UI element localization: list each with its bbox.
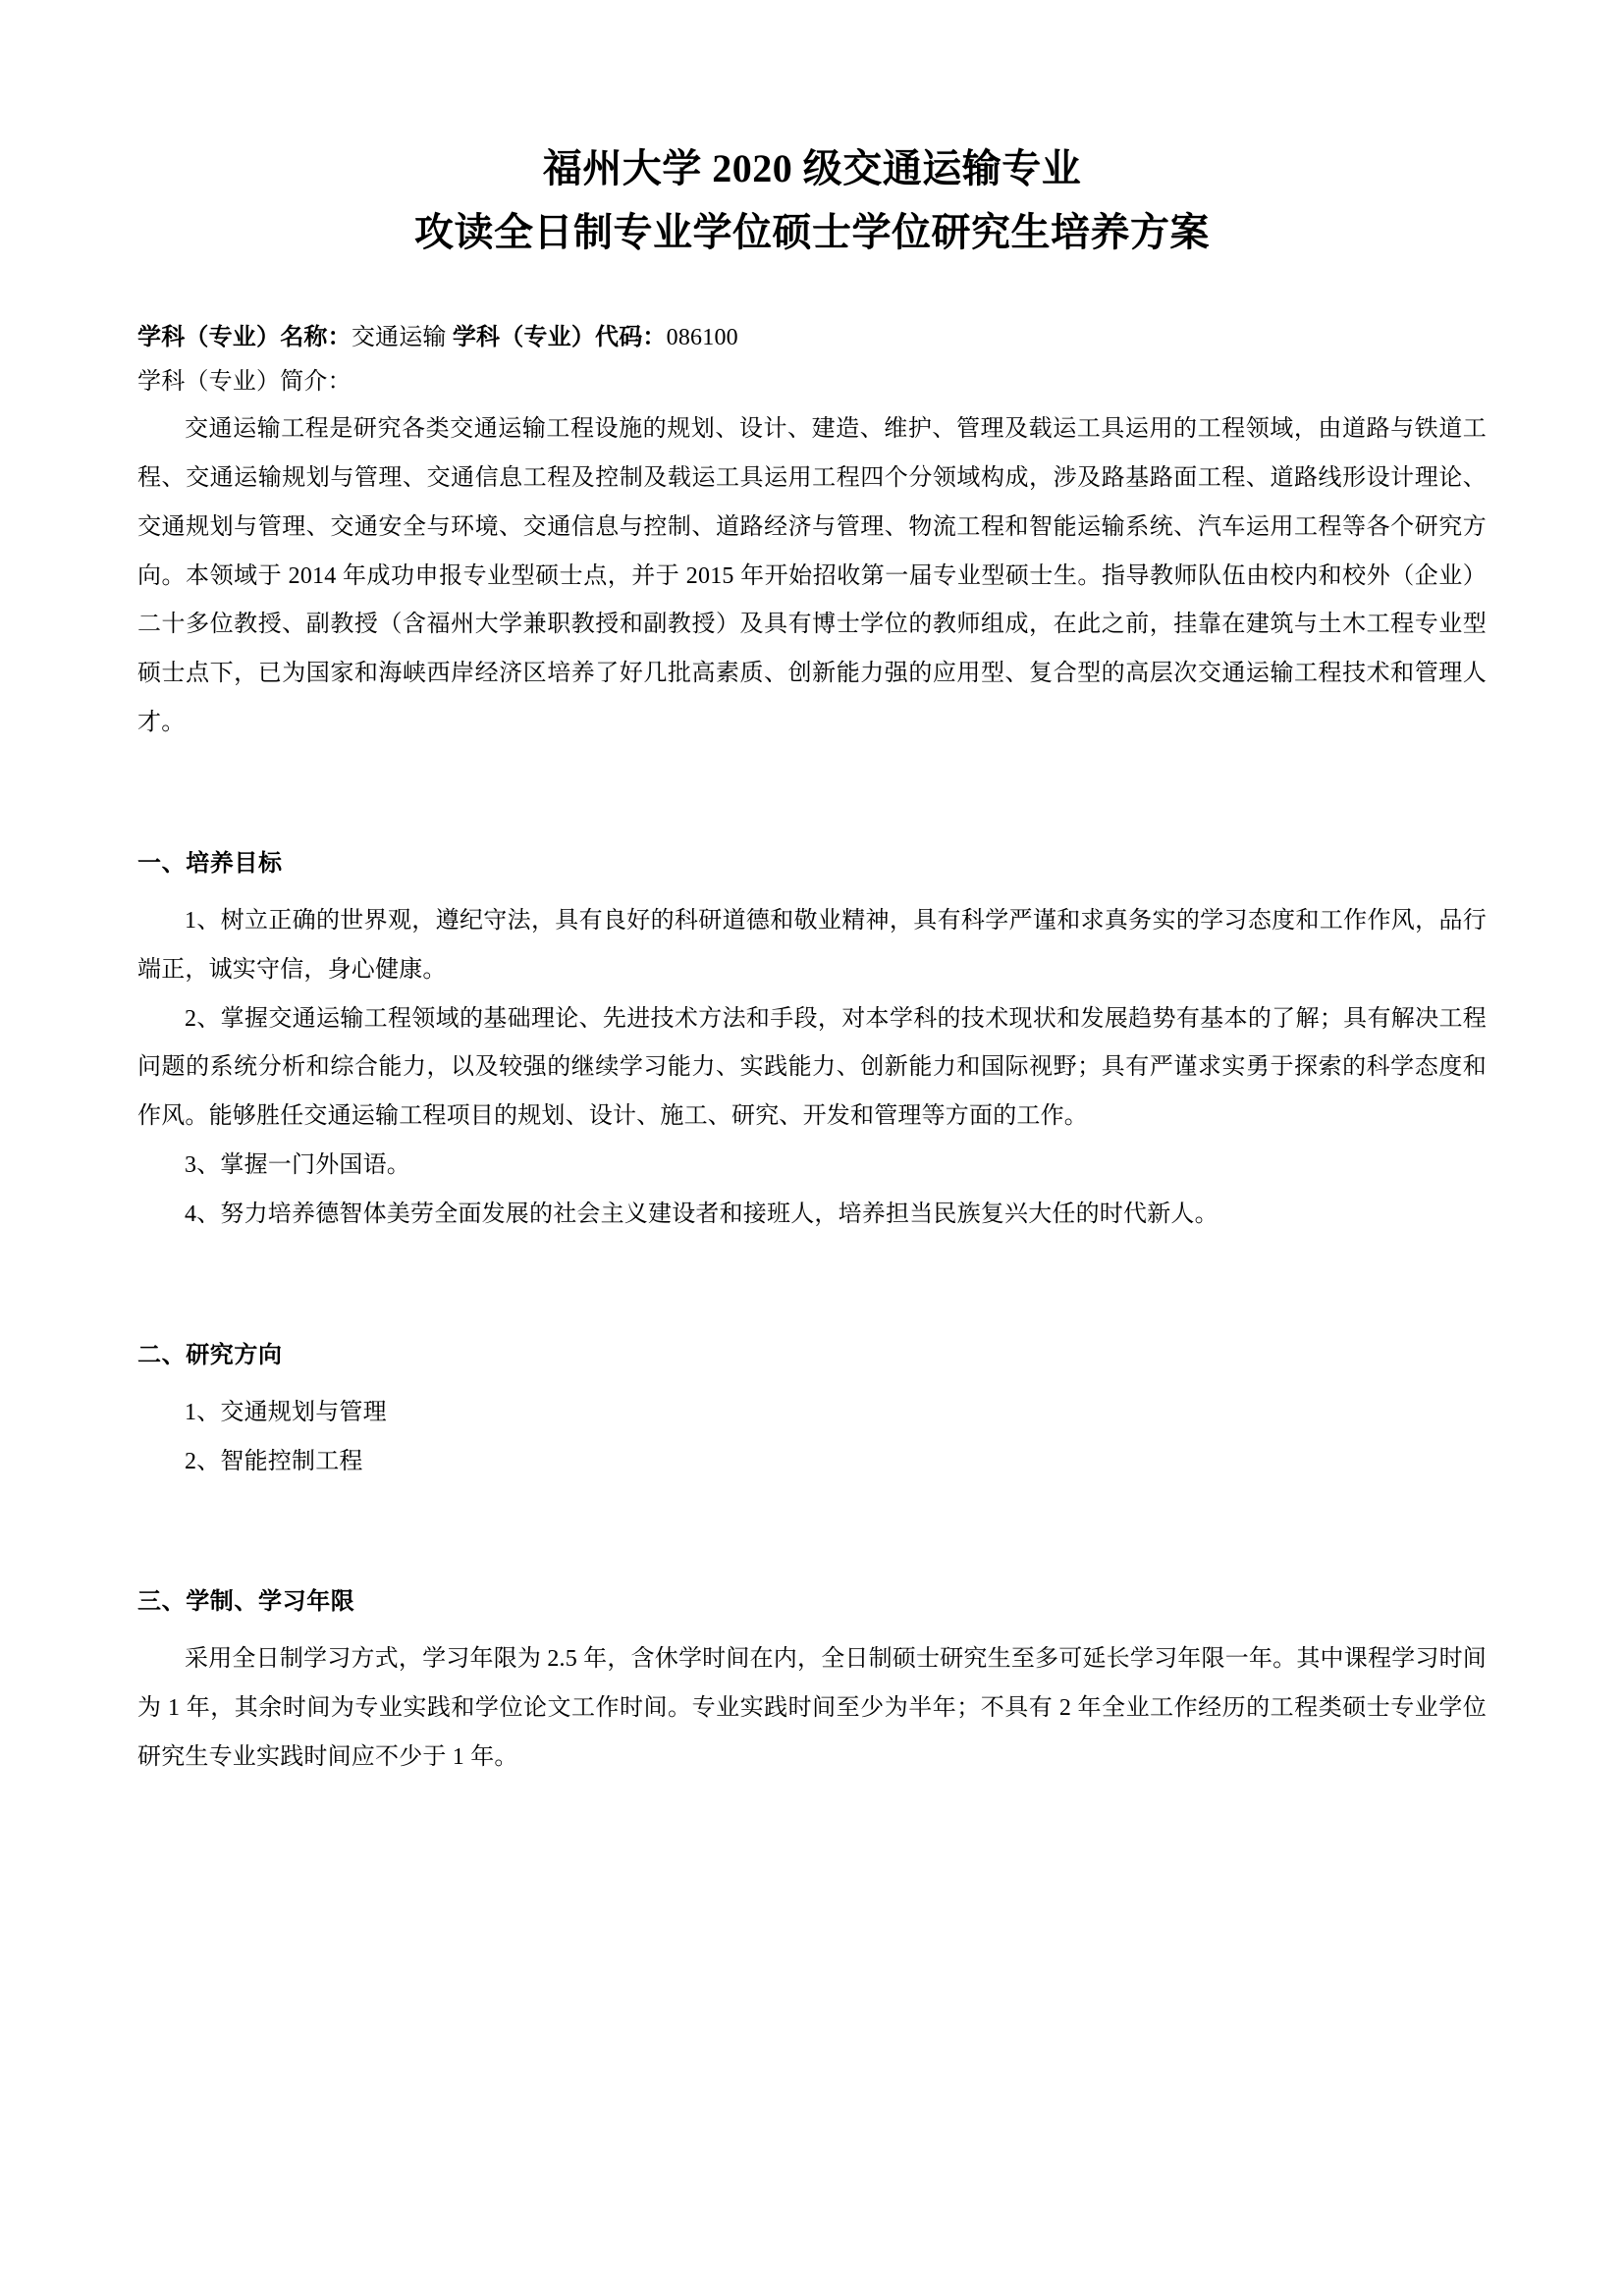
- page-title: [137, 137, 1487, 265]
- discipline-name-value: 交通运输: [351, 324, 447, 350]
- section-heading-training-objectives: 一、培养目标: [137, 851, 283, 878]
- objective-item-1: 1、树立正确的世界观，遵纪守法，具有良好的科研道德和敬业精神，具有科学严谨和求真务实的学习态度和工作作风，品行端正，诚实守信，身心健康。: [137, 907, 1487, 983]
- title-line-2: 攻读全日制专业学位硕士学位研究生培养方案: [414, 209, 1210, 254]
- title-line-1: 福州大学 2020 级交通运输专业: [542, 146, 1082, 190]
- section-spacer-2: [137, 1240, 1487, 1334]
- discipline-name-label: 学科（专业）名称：: [137, 324, 352, 350]
- heading-spacer-1: [137, 887, 1487, 897]
- duration-paragraph: 采用全日制学习方式，学习年限为 2.5 年，含休学时间在内，全日制硕士研究生至多可延长学习年限一年。其中课程学习时间为 1 年，其余时间为专业实践和学位论文工作时间。专业实践时间至少为半年；不具有 2 年全业工作经历的工程类硕士专业学位研究生专业实践时间应不少于 1 年。: [137, 1646, 1487, 1770]
- section-heading-research-directions: 二、研究方向: [137, 1343, 283, 1369]
- section-spacer-1: [137, 748, 1487, 842]
- title-spacer: [137, 265, 1487, 316]
- research-direction-item-1: 1、交通规划与管理: [185, 1399, 387, 1425]
- discipline-intro-paragraph: 交通运输工程是研究各类交通运输工程设施的规划、设计、建造、维护、管理及载运工具运用的工程领域，由道路与铁道工程、交通运输规划与管理、交通信息工程及控制及载运工具运用工程四个分领域构成，涉及路基路面工程、道路线形设计理论、交通规划与管理、交通安全与环境、交通信息与控制、道路经济与管理、物流工程和智能运输系统、汽车运用工程等各个研究方向。本领域于 2014 年成功申报专业型硕士点，并于 2015 年开始招收第一届专业型硕士生。指导教师队伍由校内和校外（企业）二十多位教授、副教授（含福州大学兼职教授和副教授）及具有博士学位的教师组成，在此之前，挂靠在建筑与土木工程专业型硕士点下，已为国家和海峡西岸经济区培养了好几批高素质、创新能力强的应用型、复合型的高层次交通运输工程技术和管理人才。: [137, 415, 1487, 736]
- discipline-code-value: 086100: [666, 324, 738, 350]
- discipline-meta-line: [137, 316, 1487, 361]
- objective-item-3: 3、掌握一门外国语。: [185, 1152, 410, 1179]
- heading-spacer-2: [137, 1379, 1487, 1389]
- section-heading-duration: 三、学制、学习年限: [137, 1589, 355, 1616]
- section-spacer-3: [137, 1486, 1487, 1580]
- research-direction-item-2: 2、智能控制工程: [185, 1448, 363, 1474]
- discipline-code-label: 学科（专业）代码：: [452, 324, 667, 350]
- discipline-intro-label: 学科（专业）简介：: [137, 369, 352, 396]
- objective-item-2: 2、掌握交通运输工程领域的基础理论、先进技术方法和手段，对本学科的技术现状和发展趋势有基本的了解；具有解决工程问题的系统分析和综合能力，以及较强的继续学习能力、实践能力、创新能力和国际视野；具有严谨求实勇于探索的科学态度和作风。能够胜任交通运输工程项目的规划、设计、施工、研究、开发和管理等方面的工作。: [137, 1005, 1487, 1130]
- heading-spacer-3: [137, 1626, 1487, 1635]
- objective-item-4: 4、努力培养德智体美劳全面发展的社会主义建设者和接班人，培养担当民族复兴大任的时代新人。: [185, 1201, 1218, 1228]
